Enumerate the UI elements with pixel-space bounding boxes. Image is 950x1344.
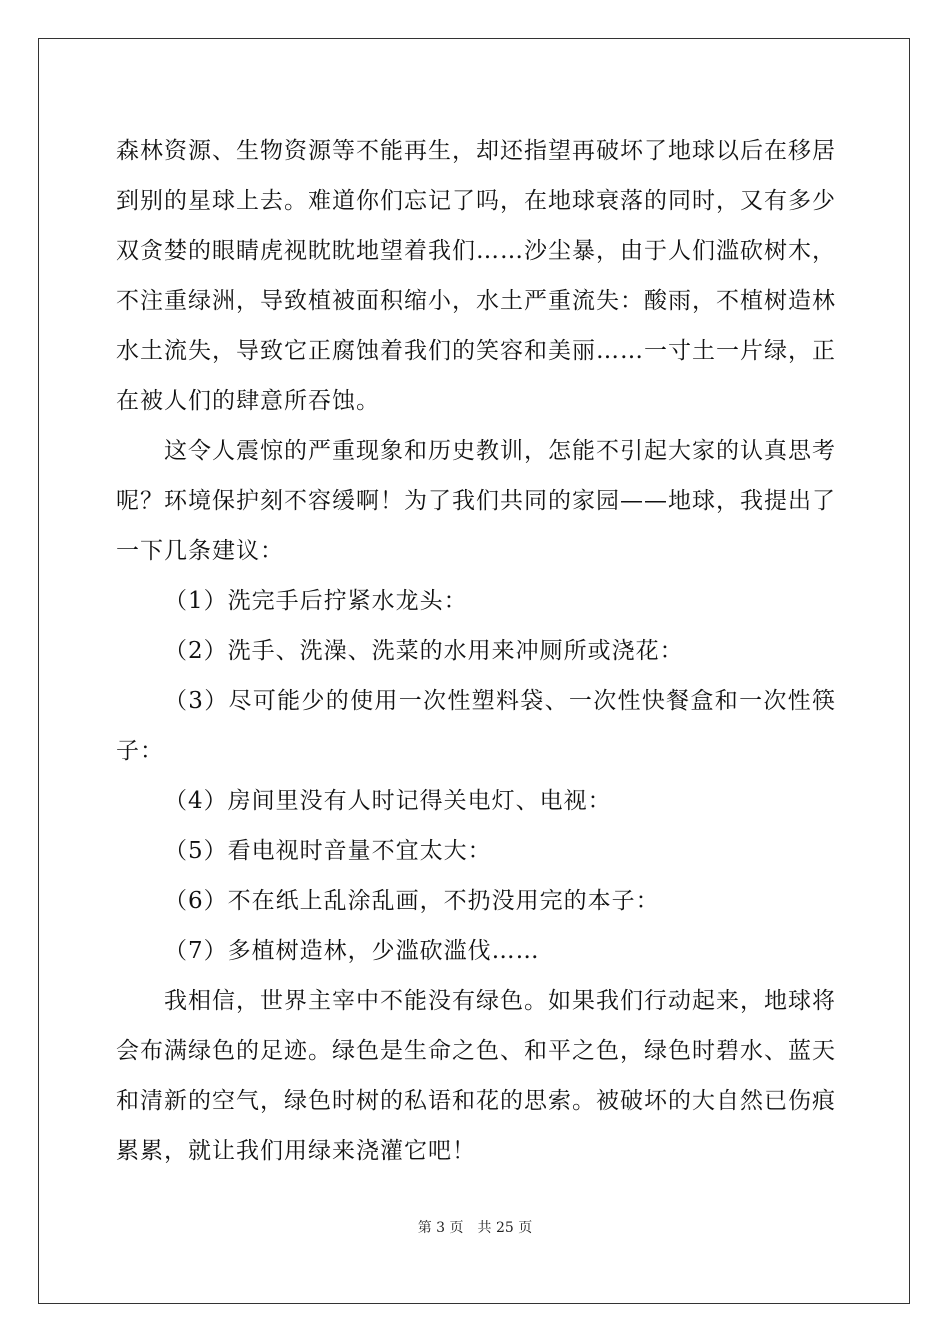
suggestion-item-5: （5）看电视时音量不宜太大：	[164, 838, 492, 864]
suggestion-item-6: （6）不在纸上乱涂乱画，不扔没用完的本子：	[164, 888, 660, 914]
suggestion-item-1: （1）洗完手后拧紧水龙头：	[164, 588, 468, 614]
suggestion-item-4: （4）房间里没有人时记得关电灯、电视：	[164, 788, 612, 814]
page-number-footer: 第 3 页 共 25 页	[417, 1220, 533, 1236]
paragraph-conclusion: 我相信，世界主宰中不能没有绿色。如果我们行动起来，地球将会布满绿色的足迹。绿色是生命之色、和平之色，绿色时碧水、蓝天和清新的空气，绿色时树的私语和花的思索。被破坏的大自然已伤痕累累，就让我们用绿来浇灌它吧！	[116, 988, 836, 1164]
suggestion-item-3: （3）尽可能少的使用一次性塑料袋、一次性快餐盒和一次性筷子：	[116, 688, 836, 764]
document-body	[116, 126, 836, 1176]
paragraph-appeal: 这令人震惊的严重现象和历史教训，怎能不引起大家的认真思考呢？环境保护刻不容缓啊！为了我们共同的家园——地球，我提出了一下几条建议：	[116, 438, 836, 564]
suggestion-item-2: （2）洗手、洗澡、洗菜的水用来冲厕所或浇花：	[164, 638, 684, 664]
suggestion-item-7: （7）多植树造林，少滥砍滥伐……	[164, 938, 540, 964]
paragraph-continuation: 森林资源、生物资源等不能再生，却还指望再破坏了地球以后在移居到别的星球上去。难道你们忘记了吗，在地球衰落的同时，又有多少双贪婪的眼睛虎视眈眈地望着我们……沙尘暴，由于人们滥砍树木，不注重绿洲，导致植被面积缩小，水土严重流失：酸雨，不植树造林水土流失，导致它正腐蚀着我们的笑容和美丽……一寸土一片绿，正在被人们的肆意所吞蚀。	[116, 138, 836, 414]
